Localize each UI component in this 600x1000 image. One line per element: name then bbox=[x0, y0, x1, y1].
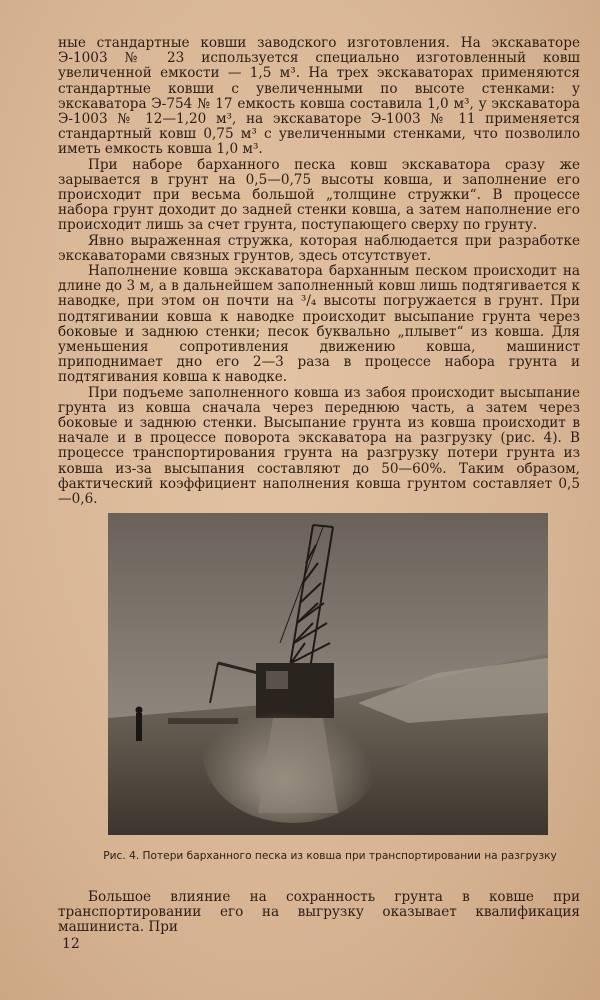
body-text bbox=[58, 36, 580, 507]
excavator-photo-graphic bbox=[108, 513, 548, 835]
paragraph-2: При наборе барханного песка ковш экскаватора сразу же зарывается в грунт на 0,5—0,75 высоты ковша, и заполнение его происходит при весьма большой „толщине стружки“. В процессе набора грунт доходит до задней стенки ковша, а затем наполнение его происходит лишь за счет грунта, поступающего сверху по грунту. bbox=[58, 156, 580, 234]
excavator-photo bbox=[108, 513, 548, 835]
figure-caption: Рис. 4. Потери барханного песка из ковша при транспортировании на разгрузку bbox=[103, 850, 557, 862]
paragraph-6: Большое влияние на сохранность грунта в ковше при транспортировании его на выгрузку оказывает квалификация машиниста. При bbox=[58, 889, 580, 936]
continued-text bbox=[58, 890, 580, 936]
paragraph-3: Явно выраженная стружка, которая наблюдается при разработке экскаваторами связных грунтов, здесь отсутствует. bbox=[58, 232, 580, 264]
paragraph-4: Наполнение ковша экскаватора барханным песком происходит на длине до 3 м, а в дальнейшем заполненный ковш лишь подтягивается к наводке, при этом он почти на ³/₄ высоты погружается в грунт. При подтягивании ковша к наводке происходит высыпание грунта через боковые и заднюю стенки; песок буквально „плывет“ из ковша. Для уменьшения сопротивления движению ковша, машинист приподнимает дно его 2—3 раза в процессе набора грунта и подтягивания ковша к наводке. bbox=[58, 263, 580, 386]
paragraph-5: При подъеме заполненного ковша из забоя происходит высыпание грунта из ковша сначала через переднюю часть, а затем через боковые и заднюю стенки. Высыпание грунта из ковша происходит в начале и в процессе поворота экскаватора на разгрузку (рис. 4). В процессе транспортирования грунта на разгрузку потери грунта из ковша из-за высыпания составляют до 50—60%. Таким образом, фактический коэффициент наполнения ковша грунтом составляет 0,5—0,6. bbox=[58, 384, 580, 508]
paragraph-1: ные стандартные ковши заводского изготовления. На экскаваторе Э-1003 № 23 используется специально изготовленный ковш увеличенной емкости — 1,5 м³. На трех экскаваторах применяются стандартные ковши с увеличенными по высоте стенками: у экскаватора Э-754 № 17 емкость ковша составила 1,0 м³, у экскаватора Э-1003 № 12—1,20 м³, на экскаваторе Э-1003 № 11 применяется стандартный ковш 0,75 м³ с увеличенными стенками, что позволило иметь емкость ковша 1,0 м³. bbox=[58, 35, 580, 158]
page-number: 12 bbox=[62, 936, 80, 952]
